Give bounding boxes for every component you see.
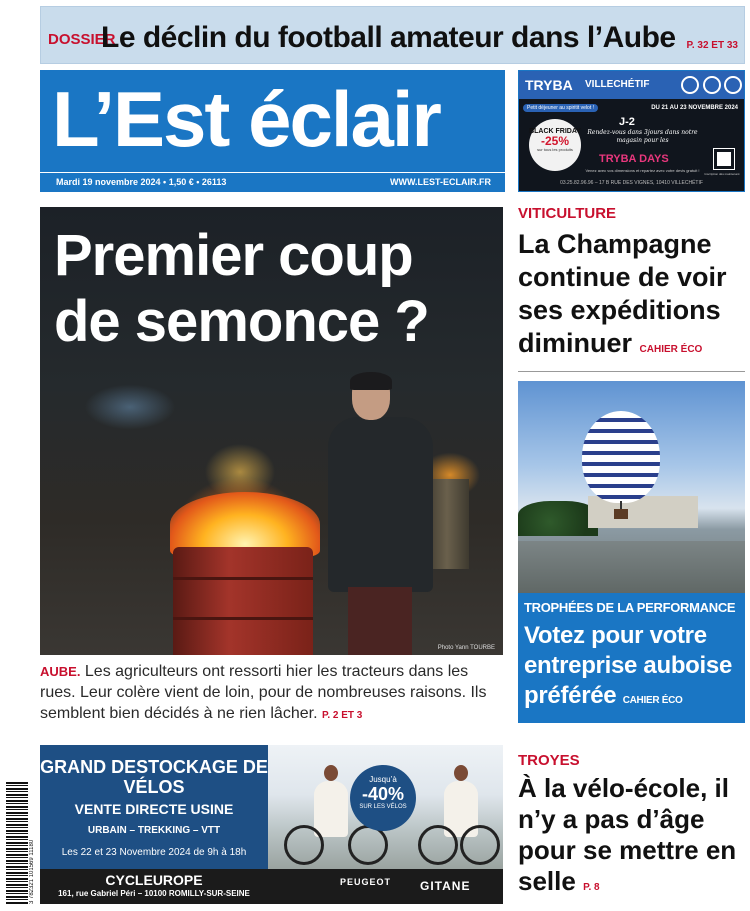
badge-icon (681, 76, 699, 94)
discount-value: -40% (361, 784, 405, 804)
tryba-ad-header (519, 71, 744, 99)
barrel-ring (173, 617, 313, 620)
farmer-hat (350, 372, 392, 390)
trophees-kicker: TROPHÉES DE LA PERFORMANCE (524, 600, 736, 615)
black-friday-badge (529, 119, 581, 171)
banner-headline[interactable]: Le déclin du football amateur dans l’Aube (101, 21, 676, 54)
tryba-footer: Venez avec vos dimensions et repartez avec votre devis gratuit ! (585, 168, 700, 173)
tryba-pill: Petit déjeuner au spiritit velot ! (523, 104, 598, 112)
cahier-eco-tag: CAHIER ÉCO (622, 695, 683, 706)
velo-ad-headline: GRAND DESTOCKAGE DE VÉLOS (40, 757, 268, 797)
discount-badge (350, 765, 416, 831)
troyes-page-ref: P. 8 (583, 882, 600, 893)
tryba-ad[interactable] (518, 70, 745, 192)
divider (518, 371, 745, 372)
troyes-headline[interactable]: À la vélo-école, il n’y a pas d’âge pour se mettre en selle (518, 773, 737, 896)
caption-page-ref: P. 2 ET 3 (321, 710, 363, 721)
barrel-ring (173, 577, 313, 580)
bike-wheel (284, 825, 324, 865)
tryba-event-name: TRYBA DAYS (599, 153, 669, 165)
masthead-strip (40, 172, 505, 192)
tryba-countdown: J-2 (619, 116, 635, 128)
photo-credit: Photo Yann TOURBE (437, 645, 495, 651)
discount-suffix: SUR LES VÉLOS (359, 804, 407, 810)
qr-code-icon (714, 149, 734, 169)
velo-ad-footer (40, 869, 503, 904)
main-headline-line1[interactable]: Premier coup (54, 223, 413, 288)
farmer-jacket (328, 417, 433, 592)
badge-icon (703, 76, 721, 94)
rider-head (454, 765, 468, 781)
barcode (6, 782, 28, 904)
tryba-message: Rendez-vous dans 3jours dans notre magasin pour les (587, 129, 698, 144)
black-friday-label: BLACK FRIDAY (529, 128, 581, 135)
gitane-logo: GITANE (420, 879, 471, 893)
main-story-photo[interactable] (40, 207, 503, 655)
banner-tag: DOSSIER (48, 31, 116, 48)
masthead (40, 70, 505, 192)
velo-ad-dates: Les 22 et 23 Novembre 2024 de 9h à 18h (61, 847, 247, 858)
rider-woman (314, 781, 348, 837)
rider-head (324, 765, 338, 781)
banner-page-ref: P. 32 ET 33 (686, 40, 738, 51)
cycleurope-address: 161, rue Gabriel Péri – 10100 ROMILLY-SUR-SEINE (58, 889, 250, 898)
farmer-legs (348, 587, 412, 655)
cycleurope-ad[interactable] (40, 745, 503, 904)
factory-building (588, 496, 698, 528)
burning-barrel (173, 547, 313, 655)
troyes-kicker: TROYES (518, 752, 580, 769)
issue-date-line: Mardi 19 novembre 2024 • 1,50 € • 26113 (56, 177, 227, 187)
main-story-caption (40, 661, 503, 726)
barcode-number: 3 782321 101569 11180 (29, 839, 35, 904)
trophees-headline[interactable]: Votez pour votre entreprise auboise préférée (524, 622, 733, 709)
trophees-box[interactable] (518, 593, 745, 723)
newspaper-title: L’Est éclair (52, 75, 440, 163)
farmer-figure (322, 372, 437, 655)
main-headline-line2[interactable]: de semonce ? (54, 289, 429, 354)
balloon-photo[interactable] (518, 381, 745, 593)
velo-ad-photo (268, 745, 503, 869)
tryba-dates: DU 21 AU 23 NOVEMBRE 2024 (651, 105, 738, 111)
viticulture-kicker: VITICULTURE (518, 205, 617, 222)
discount-prefix: Jusqu’à (369, 775, 397, 784)
caption-text: Les agriculteurs ont ressorti hier les tracteurs dans les rues. Leur colère vient de loin, pour de nombreuses raisons. Ils semblent bien décidés à ne rien lâcher. (40, 663, 487, 722)
tryba-qr-text: Inscription dès maintenant (704, 172, 740, 176)
road (518, 541, 745, 593)
cahier-eco-tag: CAHIER ÉCO (639, 344, 703, 355)
balloon-basket (614, 509, 628, 519)
cycleurope-brand: CYCLEUROPE (105, 872, 203, 888)
peugeot-logo: PEUGEOT (340, 877, 392, 887)
velo-ad-categories: URBAIN – TREKKING – VTT (87, 825, 221, 836)
black-friday-note: sur tous les produits (537, 147, 573, 152)
tryba-logo: TRYBA (525, 77, 573, 93)
viticulture-story[interactable] (518, 228, 746, 366)
viticulture-headline[interactable]: La Champagne continue de voir ses expéditions diminuer (518, 229, 727, 358)
velo-ad-subheadline: VENTE DIRECTE USINE (74, 801, 234, 817)
bike-wheel (418, 825, 458, 865)
badge-icon (724, 76, 742, 94)
bike-wheel (460, 825, 500, 865)
troyes-story[interactable] (518, 773, 746, 903)
velo-ad-text-panel (40, 745, 268, 869)
black-friday-discount: -25% (540, 134, 569, 148)
tryba-address: 03.25.82.96.96 – 17 B RUE DES VIGNES, 10410 VILLECHÉTIF (560, 180, 703, 186)
tryba-city: VILLECHÉTIF (585, 79, 650, 90)
hot-air-balloon (582, 411, 660, 503)
caption-location-tag: AUBE. (40, 664, 81, 679)
trees (518, 501, 598, 536)
dossier-banner[interactable] (40, 6, 745, 64)
trophees-story[interactable] (524, 621, 742, 716)
bike-wheel (348, 825, 388, 865)
website-link[interactable]: WWW.LEST-ECLAIR.FR (390, 177, 491, 187)
